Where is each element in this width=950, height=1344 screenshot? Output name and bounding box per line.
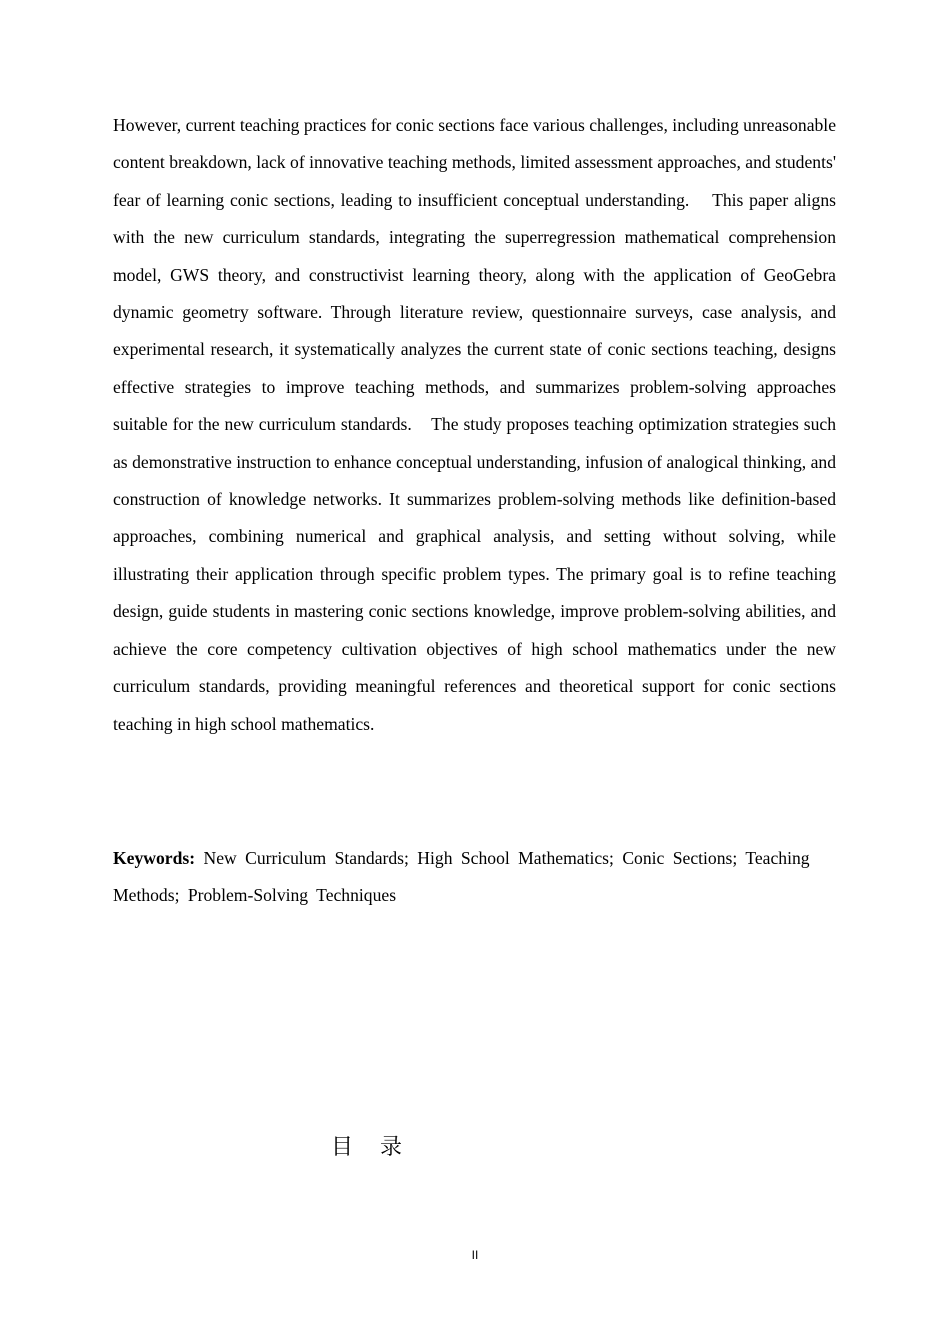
abstract-paragraph: However, current teaching practices for conic sections face various challenges, including unreasonable content breakdown, lack of innovative teaching methods, limited assessment approaches, and students' fear of learning conic sections, leading to insufficient conceptual understanding. This paper aligns with the new curriculum standards, integrating the superregression mathematical comprehension model, GWS theory, and constructivist learning theory, along with the application of GeoGebra dynamic geometry software. Through literature review, questionnaire surveys, case analysis, and experimental research, it systematically analyzes the current state of conic sections teaching, designs effective strategies to improve teaching methods, and summarizes problem-solving approaches suitable for the new curriculum standards. The study proposes teaching optimization strategies such as demonstrative instruction to enhance conceptual understanding, infusion of analogical thinking, and construction of knowledge networks. It summarizes problem-solving methods like definition-based approaches, combining numerical and graphical analysis, and setting without solving, while illustrating their application through specific problem types. The primary goal is to refine teaching design, guide students in mastering conic sections knowledge, improve problem-solving abilities, and achieve the core competency cultivation objectives of high school mathematics under the new curriculum standards, providing meaningful references and theoretical support for conic sections teaching in high school mathematics. — [113, 115, 836, 734]
toc-heading-char-1: 目 — [331, 1135, 354, 1160]
table-of-contents-heading — [331, 1130, 402, 1166]
keywords-line — [113, 840, 836, 915]
toc-heading-char-2: 录 — [380, 1135, 403, 1160]
keywords-text: New Curriculum Standards; High School Mathematics; Conic Sections; Teaching Methods; Problem-Solving Techniques — [113, 848, 810, 906]
page-number: II — [471, 1248, 479, 1262]
keywords-label: Keywords: — [113, 848, 196, 868]
